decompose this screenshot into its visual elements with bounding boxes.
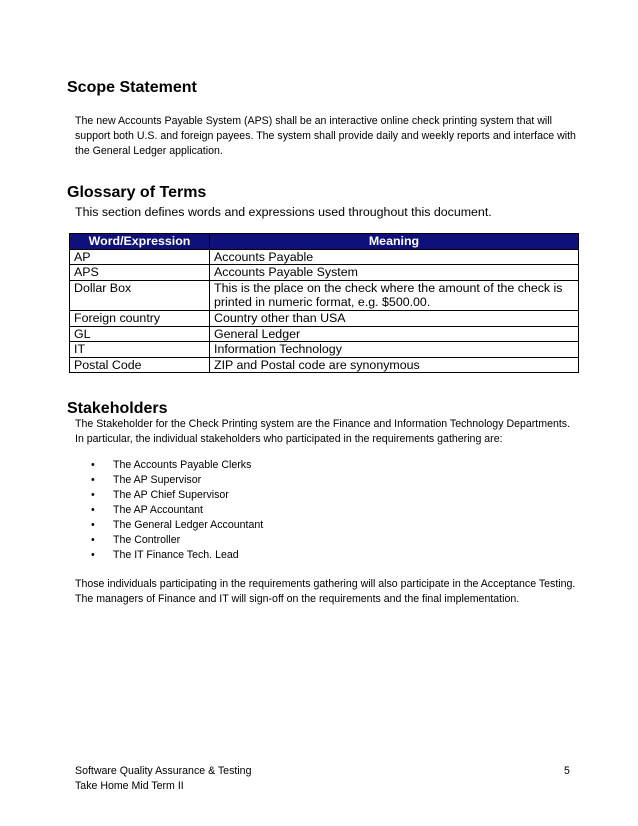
list-item bbox=[75, 473, 263, 488]
list-item bbox=[75, 548, 263, 563]
list-item-label: The IT Finance Tech. Lead bbox=[113, 549, 239, 561]
bullet-icon: • bbox=[91, 489, 95, 501]
scope-body: The new Accounts Payable System (APS) shall be an interactive online check printing system that will support both U.S. and foreign payees. The system shall provide daily and weekly reports and interface with the General Ledger application. bbox=[75, 115, 576, 157]
scope-heading: Scope Statement bbox=[67, 79, 197, 96]
table-row bbox=[70, 249, 579, 265]
term-cell: APS bbox=[70, 265, 210, 281]
column-header-term: Word/Expression bbox=[70, 234, 210, 250]
list-item-label: The AP Chief Supervisor bbox=[113, 489, 229, 501]
footer-course-title: Software Quality Assurance & Testing bbox=[75, 765, 252, 777]
list-item-label: The Accounts Payable Clerks bbox=[113, 459, 252, 471]
list-item bbox=[75, 518, 263, 533]
meaning-cell: General Ledger bbox=[210, 326, 579, 342]
column-header-meaning: Meaning bbox=[210, 234, 579, 250]
meaning-cell: Country other than USA bbox=[210, 310, 579, 326]
bullet-icon: • bbox=[91, 534, 95, 546]
meaning-cell: Accounts Payable bbox=[210, 249, 579, 265]
list-item-label: The Controller bbox=[113, 534, 181, 546]
stakeholders-heading: Stakeholders bbox=[67, 400, 168, 417]
list-item-label: The AP Supervisor bbox=[113, 474, 202, 486]
bullet-icon: • bbox=[91, 519, 95, 531]
bullet-icon: • bbox=[91, 549, 95, 561]
table-row bbox=[70, 280, 579, 310]
term-cell: IT bbox=[70, 342, 210, 358]
stakeholders-body: The Stakeholder for the Check Printing system are the Finance and Information Technology Departments. In particular, the individual stakeholders who participated in the requirements gathering are: bbox=[75, 418, 571, 445]
list-item-label: The AP Accountant bbox=[113, 504, 203, 516]
meaning-cell: Information Technology bbox=[210, 342, 579, 358]
bullet-icon: • bbox=[91, 504, 95, 516]
stakeholders-closing: Those individuals participating in the requirements gathering will also participate in the Acceptance Testing. The managers of Finance and IT will sign-off on the requirements and the final implementation. bbox=[75, 578, 576, 605]
table-row bbox=[70, 357, 579, 373]
meaning-cell: ZIP and Postal code are synonymous bbox=[210, 357, 579, 373]
list-item bbox=[75, 503, 263, 518]
term-cell: Dollar Box bbox=[70, 280, 210, 310]
glossary-heading: Glossary of Terms bbox=[67, 184, 207, 201]
list-item-label: The General Ledger Accountant bbox=[113, 519, 264, 531]
page-footer bbox=[75, 764, 251, 794]
page-number: 5 bbox=[564, 765, 570, 777]
table-row bbox=[70, 265, 579, 281]
table-row bbox=[70, 342, 579, 358]
table-row bbox=[70, 326, 579, 342]
meaning-cell: This is the place on the check where the amount of the check is printed in numeric format, e.g. $500.00. bbox=[210, 280, 579, 310]
table-row bbox=[70, 310, 579, 326]
list-item bbox=[75, 488, 263, 503]
glossary-header-row bbox=[70, 234, 579, 250]
term-cell: AP bbox=[70, 249, 210, 265]
stakeholder-list bbox=[75, 458, 263, 563]
list-item bbox=[75, 533, 263, 548]
meaning-cell: Accounts Payable System bbox=[210, 265, 579, 281]
term-cell: GL bbox=[70, 326, 210, 342]
bullet-icon: • bbox=[91, 474, 95, 486]
footer-assignment-title: Take Home Mid Term II bbox=[75, 780, 184, 792]
term-cell: Foreign country bbox=[70, 310, 210, 326]
term-cell: Postal Code bbox=[70, 357, 210, 373]
bullet-icon: • bbox=[91, 459, 95, 471]
glossary-table bbox=[69, 233, 579, 373]
glossary-intro: This section defines words and expressions used throughout this document. bbox=[75, 205, 492, 219]
list-item bbox=[75, 458, 263, 473]
